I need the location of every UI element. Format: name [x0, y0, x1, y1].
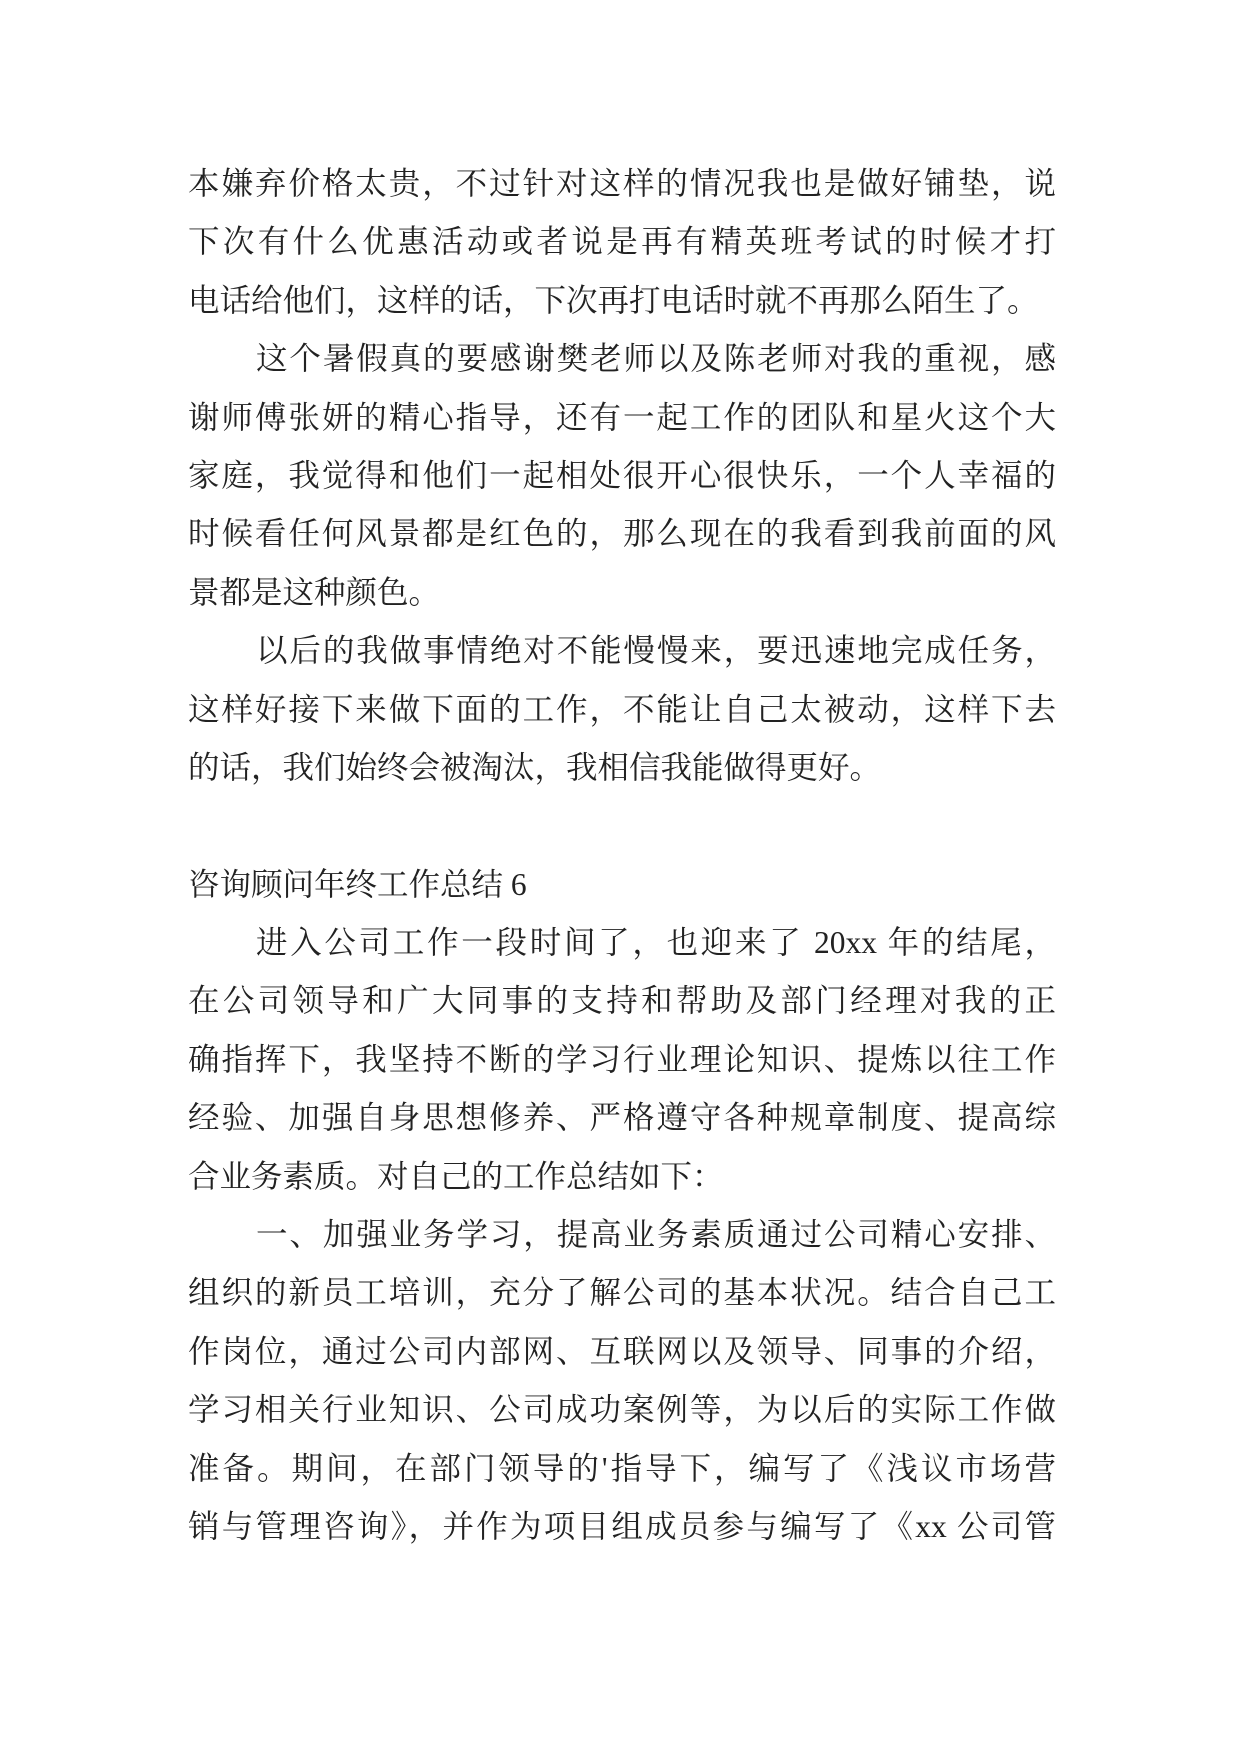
document-body: [188, 155, 1056, 1556]
text-line: 景都是这种颜色。: [188, 574, 441, 610]
text-line: 时候看任何风景都是红色的，那么现在的我看到我前面的风: [188, 516, 1056, 552]
text-line: 学习相关行业知识、公司成功案例等，为以后的实际工作做: [188, 1392, 1056, 1428]
text-line: 进入公司工作一段时间了，也迎来了 20xx 年的结尾，: [256, 925, 1056, 961]
text-line: 确指挥下，我坚持不断的学习行业理论知识、提炼以往工作: [188, 1041, 1056, 1077]
text-line: 下次有什么优惠活动或者说是再有精英班考试的时候才打: [188, 224, 1056, 260]
paragraph: [188, 914, 1056, 1206]
text-line: 谢师傅张妍的精心指导，还有一起工作的团队和星火这个大: [188, 399, 1056, 435]
text-line: 准备。期间，在部门领导的'指导下，编写了《浅议市场营: [188, 1450, 1056, 1486]
text-line: 合业务素质。对自己的工作总结如下：: [188, 1158, 724, 1194]
paragraph: [188, 622, 1056, 797]
text-line: 这个暑假真的要感谢樊老师以及陈老师对我的重视，感: [256, 341, 1056, 377]
text-line: 作岗位，通过公司内部网、互联网以及领导、同事的介绍，: [188, 1333, 1056, 1369]
text-line: 组织的新员工培训，充分了解公司的基本状况。结合自己工: [188, 1275, 1056, 1311]
section-heading: 咨询顾问年终工作总结 6: [188, 866, 527, 902]
paragraph: [188, 155, 1056, 330]
text-line: 以后的我做事情绝对不能慢慢来，要迅速地完成任务，: [256, 633, 1056, 669]
text-line: 家庭，我觉得和他们一起相处很开心很快乐，一个人幸福的: [188, 457, 1056, 493]
text-line: 一、加强业务学习，提高业务素质通过公司精心安排、: [256, 1217, 1056, 1253]
text-line: 销与管理咨询》，并作为项目组成员参与编写了《xx 公司管: [188, 1508, 1056, 1544]
blank-line: [188, 797, 1056, 855]
text-line: 本嫌弃价格太贵，不过针对这样的情况我也是做好铺垫，说: [188, 166, 1056, 201]
paragraph: [188, 330, 1056, 622]
text-line: 电话给他们，这样的话，下次再打电话时就不再那么陌生了。: [188, 282, 1039, 318]
text-line: 的话，我们始终会被淘汰，我相信我能做得更好。: [188, 749, 882, 785]
paragraph: [188, 1206, 1056, 1556]
text-line: 经验、加强自身思想修养、严格遵守各种规章制度、提高综: [188, 1100, 1056, 1136]
text-line: 这样好接下来做下面的工作，不能让自己太被动，这样下去: [188, 691, 1056, 727]
text-line: 在公司领导和广大同事的支持和帮助及部门经理对我的正: [188, 983, 1056, 1019]
